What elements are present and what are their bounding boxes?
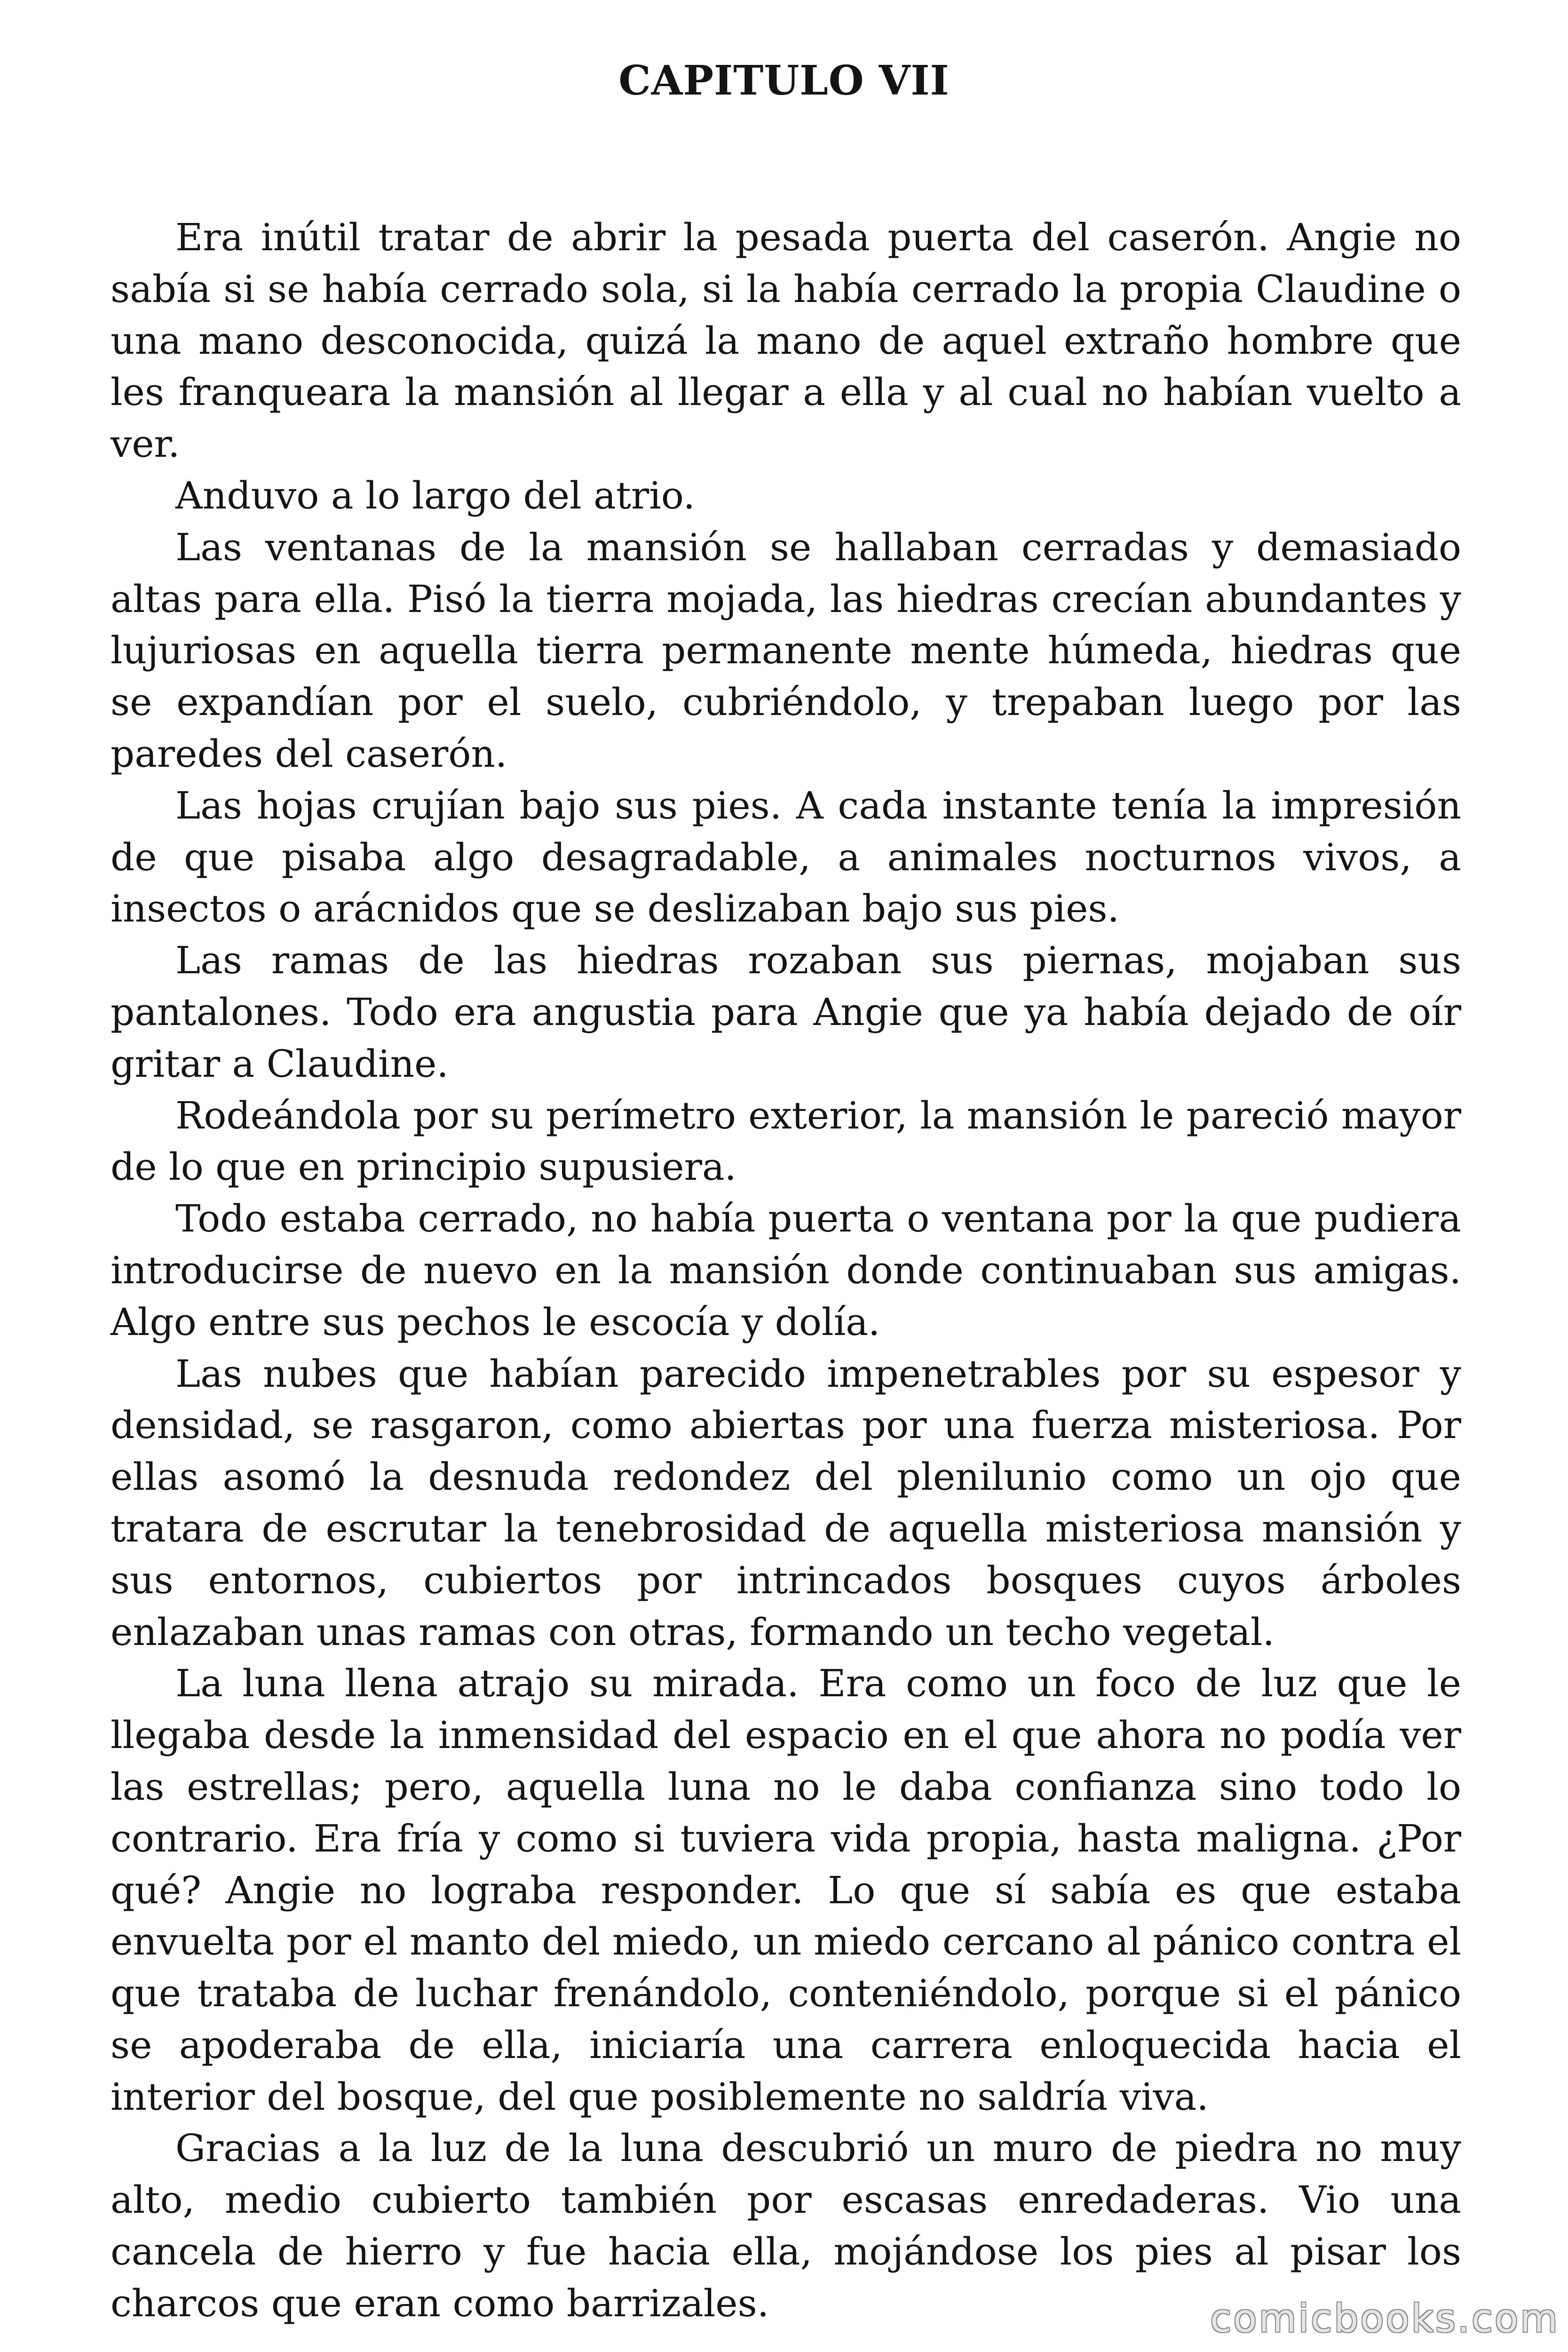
paragraph: La luna llena atrajo su mirada. Era como un foco de luz que le llegaba desde la inmensidad del espacio en el que ahora no podía ver las estrellas; pero, aquella luna no le daba confianza sino todo lo contrario. Era fría y como si tuviera vida propia, hasta maligna. ¿Por qué? Angie no lograba responder. Lo que sí sabía es que estaba envuelta por el manto del miedo, un miedo cercano al pánico contra el que trataba de luchar frenándolo, conteniéndolo, porque si el pánico se apoderaba de ella, iniciaría una carrera enloquecida hacia el interior del bosque, del que posiblemente no saldría viva. [111, 1661, 1461, 2119]
paragraph: Todo estaba cerrado, no había puerta o ventana por la que pudiera introducirse de nuevo en la mansión donde continuaban sus amigas. Algo entre sus pechos le escocía y dolía. [111, 1197, 1461, 1344]
chapter-title: CAPITULO VII [618, 57, 950, 104]
paragraph: Rodeándola por su perímetro exterior, la mansión le pareció mayor de lo que en principio supusiera. [111, 1093, 1461, 1189]
paragraph: Las hojas crujían bajo sus pies. A cada instante tenía la impresión de que pisaba algo desagradable, a animales nocturnos vivos, a insectos o arácnidos que se deslizaban bajo sus pies. [111, 783, 1461, 931]
paragraph: Era inútil tratar de abrir la pesada puerta del caserón. Angie no sabía si se había cerrado sola, si la había cerrado la propia Claudine o una mano desconocida, quizá la mano de aquel extraño hombre que les franqueara la mansión al llegar a ella y al cual no habían vuelto a ver. [111, 215, 1461, 466]
paragraph: Las ventanas de la mansión se hallaban cerradas y demasiado altas para ella. Pisó la tierra mojada, las hiedras crecían abundantes y lujuriosas en aquella tierra permanente mente húmeda, hiedras que se expandían por el suelo, cubriéndolo, y trepaban luego por las paredes del caserón. [111, 525, 1461, 776]
paragraph: Anduvo a lo largo del atrio. [175, 473, 695, 517]
paragraph: Gracias a la luz de la luna descubrió un muro de piedra no muy alto, medio cubierto también por escasas enredaderas. Vio una cancela de hierro y fue hacia ella, mojándose los pies al pisar los charcos que eran como barrizales. [111, 2126, 1461, 2325]
paragraph: Las nubes que habían parecido impenetrables por su espesor y densidad, se rasgaron, como abiertas por una fuerza misteriosa. Por ellas asomó la desnuda redondez del plenilunio como un ojo que tratara de escrutar la tenebrosidad de aquella misteriosa mansión y sus entornos, cubiertos por intrincados bosques cuyos árboles enlazaban unas ramas con otras, formando un techo vegetal. [111, 1351, 1461, 1654]
chapter-body [111, 212, 1461, 2329]
paragraph: Las ramas de las hiedras rozaban sus piernas, mojaban sus pantalones. Todo era angustia para Angie que ya había dejado de oír gritar a Claudine. [111, 938, 1461, 1086]
watermark: comicbooks.com [1210, 2296, 1560, 2341]
